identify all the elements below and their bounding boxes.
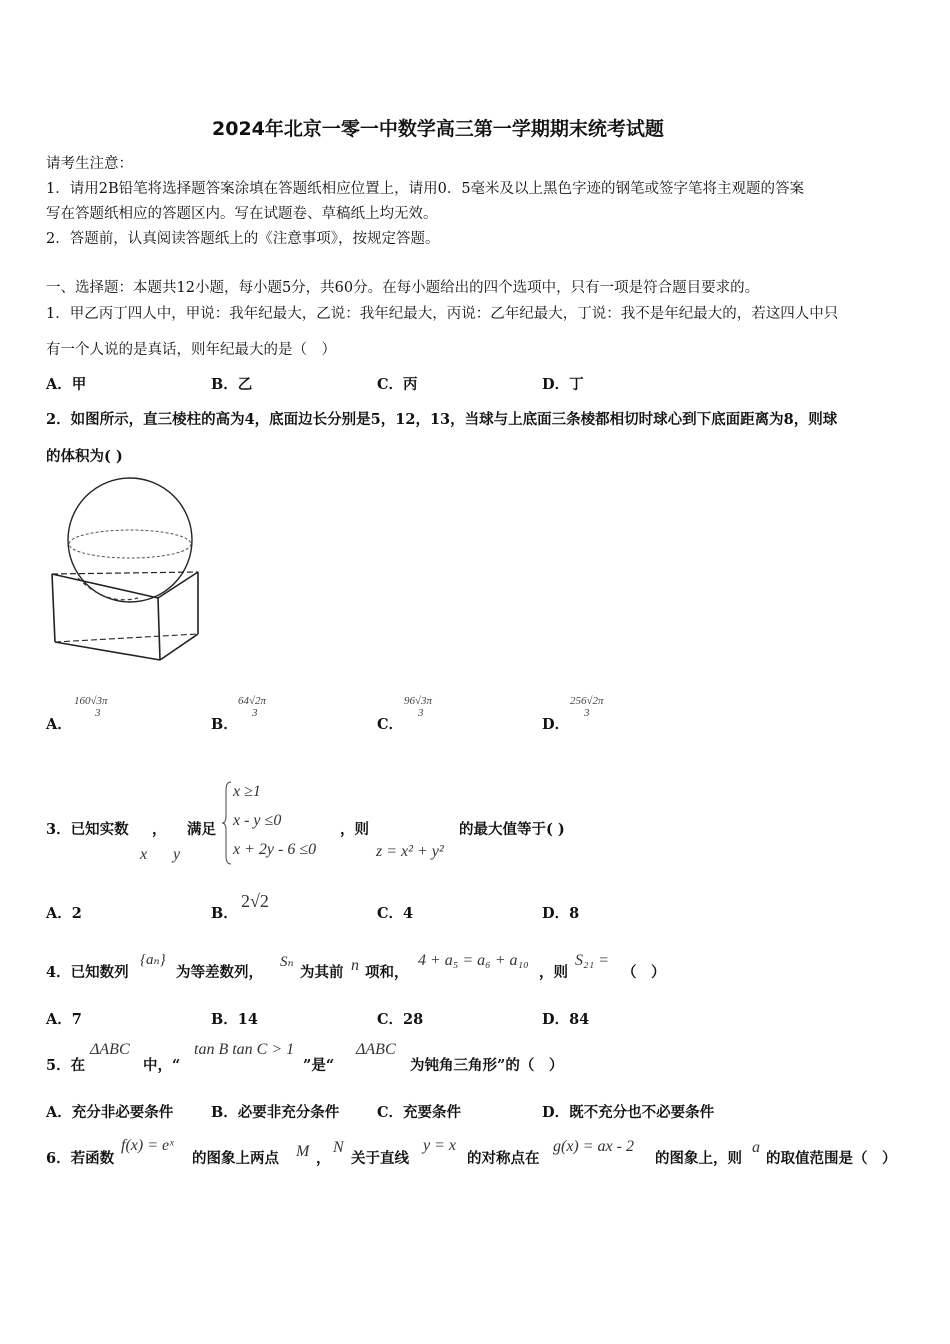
- q3-cond-2: x - y ≤0: [233, 812, 282, 829]
- notice-line-1b: 写在答题纸相应的答题区内。写在试题卷、草稿纸上均无效。: [46, 206, 438, 222]
- notice-heading: 请考生注意：: [46, 156, 133, 172]
- section-heading: 一、选择题：本题共12小题，每小题5分，共60分。在每小题给出的四个选项中，只有一项是符合题目要求的。: [46, 280, 760, 296]
- q2-line-1: 2．如图所示，直三棱柱的高为4，底面边长分别是5，12，13，当球与上底面三条棱都相切时球心到下底面距离为8，则球: [46, 411, 838, 428]
- q5-option-a[interactable]: A．充分非必要条件: [46, 1104, 174, 1121]
- q6-mid-2: 关于直线: [351, 1150, 409, 1167]
- q3-prefix: 3．已知实数: [46, 821, 129, 838]
- q1-line-1: 1．甲乙丙丁四人中，甲说：我年纪最大，乙说：我年纪最大，丙说：乙年纪最大，丁说：我不是年纪最大的，若这四人中只: [46, 306, 839, 322]
- q6-mid-1: 的图象上两点: [192, 1150, 279, 1167]
- q3-option-c[interactable]: C．4: [377, 905, 414, 922]
- q2-option-d-value: 256√2π 3: [570, 695, 604, 719]
- q2-line-2: 的体积为( ): [46, 448, 123, 465]
- q5-condition: tan B tan C > 1: [194, 1041, 295, 1058]
- q4-suffix: （ ）: [622, 964, 666, 981]
- q4-option-d[interactable]: D．84: [542, 1011, 590, 1028]
- q6-point-n: N: [333, 1139, 344, 1156]
- q6-point-m: M: [296, 1143, 310, 1160]
- sphere-outline: [68, 478, 192, 602]
- q5-option-c[interactable]: C．充要条件: [377, 1104, 462, 1121]
- q5-option-d[interactable]: D．既不充分也不必要条件: [542, 1104, 715, 1121]
- q3-var-y: y: [173, 846, 181, 863]
- q2-option-d[interactable]: D．: [542, 716, 570, 733]
- q5-triangle: ΔABC: [90, 1041, 130, 1058]
- q3-cond-3: x + 2y - 6 ≤0: [233, 841, 317, 858]
- q1-option-a[interactable]: A．甲: [46, 376, 87, 393]
- q1-option-c[interactable]: C．丙: [377, 376, 418, 393]
- q6-mid-3: 的对称点在: [467, 1150, 540, 1167]
- q3-comma: ，: [152, 821, 167, 838]
- q4-prefix: 4．已知数列: [46, 964, 129, 981]
- q6-line: y = x: [423, 1137, 456, 1154]
- q6-mid-4: 的图象上，则: [655, 1150, 742, 1167]
- q1-line-2: 有一个人说的是真话，则年纪最大的是（ ）: [46, 342, 336, 358]
- q6-prefix: 6．若函数: [46, 1150, 115, 1167]
- q1-option-b[interactable]: B．乙: [211, 376, 253, 393]
- q3-cond-1: x ≥1: [233, 783, 261, 800]
- q6-suffix: 的取值范围是（ ）: [766, 1150, 897, 1167]
- q2-option-a[interactable]: A．: [46, 716, 72, 733]
- q2-option-b-value: 64√2π 3: [238, 695, 267, 719]
- q6-function-f: f(x) = eˣ: [121, 1137, 174, 1154]
- q4-sn: Sₙ: [280, 954, 294, 970]
- q4-option-b[interactable]: B．14: [211, 1011, 258, 1028]
- q5-triangle-2: ΔABC: [356, 1041, 396, 1058]
- q6-comma: ，: [316, 1150, 331, 1167]
- q6-param-a: a: [752, 1139, 760, 1156]
- q4-s21: S₂₁ =: [575, 952, 609, 969]
- q4-option-a[interactable]: A．7: [46, 1011, 82, 1028]
- q5-option-b[interactable]: B．必要非充分条件: [211, 1104, 340, 1121]
- sphere-equator-dashed: [69, 530, 191, 558]
- q3-option-b-value: 2√2: [241, 891, 269, 911]
- q2-option-a-value: 160√3π 3: [74, 695, 108, 719]
- q4-equation: 4 + a₅ = a₆ + a₁₀: [418, 952, 529, 969]
- q3-then: ，则: [340, 821, 369, 838]
- q2-option-c[interactable]: C．: [377, 716, 404, 733]
- q3-option-a[interactable]: A．2: [46, 905, 82, 922]
- q3-option-d[interactable]: D．8: [542, 905, 580, 922]
- q3-target: z = x² + y²: [376, 843, 444, 860]
- q3-brace: [222, 780, 232, 866]
- q4-mid-4: ，则: [539, 964, 568, 981]
- prism-sphere-figure: [46, 474, 206, 668]
- q5-mid-2: ”是“: [303, 1057, 335, 1074]
- q5-mid-1: 中，“: [143, 1057, 181, 1074]
- q5-prefix: 5．在: [46, 1057, 86, 1074]
- notice-line-2: 2．答题前，认真阅读答题纸上的《注意事项》，按规定答题。: [46, 231, 440, 247]
- q3-satisfy: 满足: [187, 821, 216, 838]
- q3-suffix: 的最大值等于( ): [459, 821, 565, 838]
- q4-mid-1: 为等差数列，: [176, 964, 263, 981]
- q5-suffix: 为钝角三角形”的（ ）: [410, 1057, 564, 1074]
- q1-option-d[interactable]: D．丁: [542, 376, 584, 393]
- q4-option-c[interactable]: C．28: [377, 1011, 424, 1028]
- q4-mid-2: 为其前: [300, 964, 344, 981]
- notice-line-1: 1．请用2B铅笔将选择题答案涂填在答题纸相应位置上，请用0．5毫米及以上黑色字迹的钢笔或签字笔将主观题的答案: [46, 181, 805, 197]
- q4-n: n: [351, 957, 359, 974]
- q4-seq: {aₙ}: [140, 952, 166, 968]
- q6-function-g: g(x) = ax - 2: [553, 1138, 634, 1155]
- page-title: 2024年北京一零一中数学高三第一学期期末统考试题: [212, 118, 664, 140]
- q4-mid-3: 项和，: [365, 964, 409, 981]
- q2-option-b[interactable]: B．: [211, 716, 238, 733]
- q2-option-c-value: 96√3π 3: [404, 695, 433, 719]
- q3-var-x: x: [140, 846, 148, 863]
- q3-option-b[interactable]: B．: [211, 905, 238, 922]
